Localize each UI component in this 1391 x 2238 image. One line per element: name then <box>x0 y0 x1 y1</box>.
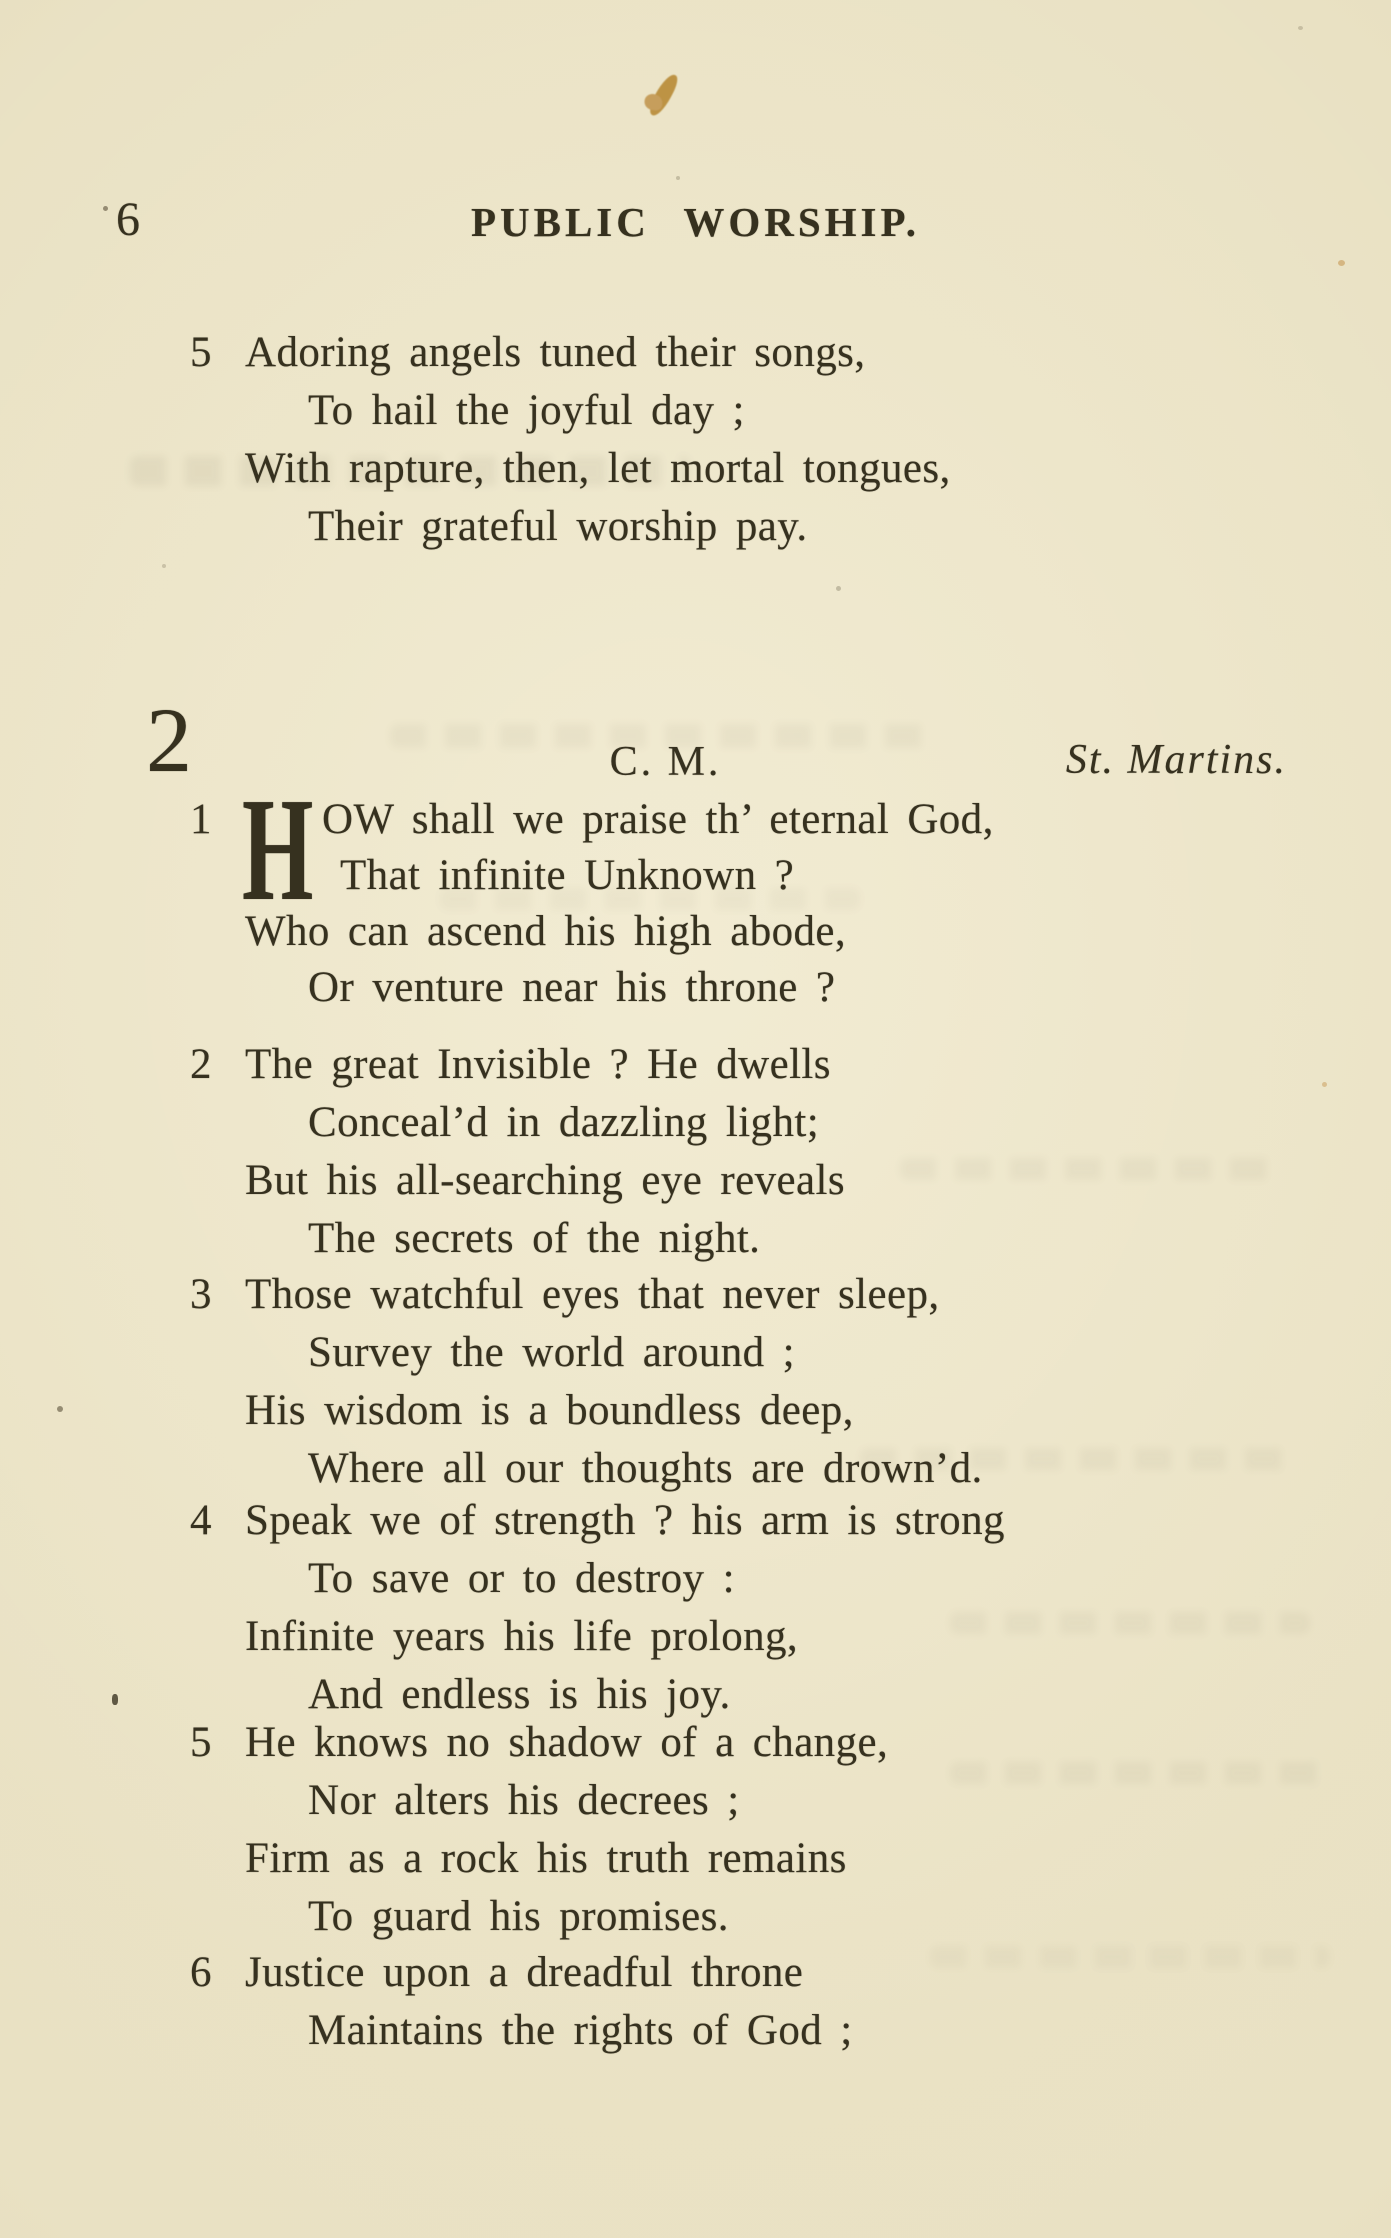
stanza-line: And endless is his joy. <box>308 1671 731 1718</box>
paper-speck <box>1298 26 1303 30</box>
stanza-line: Conceal’d in dazzling light; <box>308 1099 820 1146</box>
stanza-line: Speak we of strength ? his arm is strong <box>245 1497 1005 1544</box>
stanza-number: 2 <box>190 1041 212 1088</box>
stanza-line: Or venture near his throne ? <box>308 964 836 1011</box>
stanza-number: 5 <box>190 329 212 376</box>
drop-cap: H <box>242 768 314 932</box>
stanza-line: Nor alters his decrees ; <box>308 1777 740 1824</box>
stanza-line: The secrets of the night. <box>308 1215 761 1262</box>
hymn-stanza-6 <box>190 1944 1340 2060</box>
hymn-number: 2 <box>146 689 192 791</box>
stanza-number: 6 <box>190 1949 212 1996</box>
hymn-stanza-5 <box>190 1714 1340 1946</box>
stanza-line: Adoring angels tuned their songs, <box>245 329 866 376</box>
ink-stain <box>646 71 681 119</box>
stanza-line: OW shall we praise th’ eternal God, <box>322 796 994 843</box>
stanza-number: 5 <box>190 1719 212 1766</box>
stanza-line: Survey the world around ; <box>308 1329 796 1376</box>
stanza-line: His wisdom is a boundless deep, <box>245 1387 854 1434</box>
stanza-line: To save or to destroy : <box>308 1555 735 1602</box>
stanza-line: To guard his promises. <box>308 1893 729 1940</box>
paper-speck <box>1338 260 1345 266</box>
stanza-number: 3 <box>190 1271 212 1318</box>
stanza-line: He knows no shadow of a change, <box>245 1719 889 1766</box>
stanza-line: But his all-searching eye reveals <box>245 1157 845 1204</box>
hymn-stanza-1 <box>190 768 1340 1016</box>
page-number: 6 <box>116 193 141 246</box>
paper-speck <box>676 176 680 180</box>
stanza-line: Where all our thoughts are drown’d. <box>308 1445 983 1492</box>
hymn-tune-name: St. Martins. <box>1065 737 1287 783</box>
stanza-line: Who can ascend his high abode, <box>245 908 847 955</box>
running-header: PUBLIC WORSHIP. <box>470 199 921 245</box>
hymn-meter: C. M. <box>609 739 722 785</box>
stanza-line: Their grateful worship pay. <box>308 503 808 550</box>
stanza-line: Justice upon a dreadful throne <box>245 1949 804 1996</box>
hymn-stanza-3 <box>190 1266 1340 1498</box>
stanza-line: Maintains the rights of God ; <box>308 2007 853 2054</box>
stanza-line: The great Invisible ? He dwells <box>245 1041 831 1088</box>
stanza-line: With rapture, then, let mortal tongues, <box>245 445 951 492</box>
stanza-line: That infinite Unknown ? <box>340 852 795 899</box>
stanza-line: Infinite years his life prolong, <box>245 1613 799 1660</box>
stanza-line: Those watchful eyes that never sleep, <box>245 1271 940 1318</box>
paper-speck <box>57 1406 63 1412</box>
paper-speck <box>162 564 166 568</box>
hymn-stanza-4 <box>190 1492 1340 1724</box>
stanza-line: Firm as a rock his truth remains <box>245 1835 847 1882</box>
paper-speck <box>112 1694 118 1705</box>
stanza-line: To hail the joyful day ; <box>308 387 745 434</box>
stanza-number: 4 <box>190 1497 212 1544</box>
previous-hymn-stanza <box>190 324 1340 556</box>
hymn-stanza-2 <box>190 1036 1340 1268</box>
paper-speck <box>836 586 841 591</box>
stanza-number: 1 <box>190 796 212 843</box>
